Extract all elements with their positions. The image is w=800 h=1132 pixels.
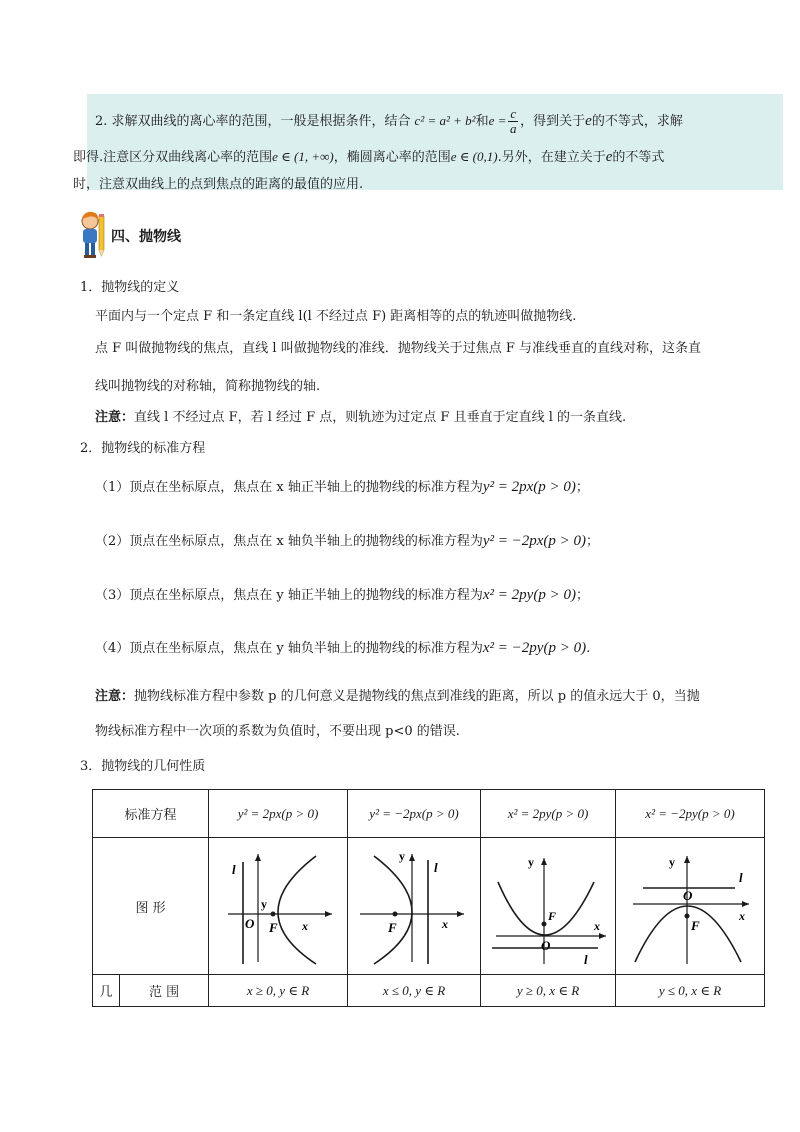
formula: e = [488, 113, 507, 128]
fraction-numerator: c [510, 106, 517, 121]
graph-label-x: x [594, 919, 601, 933]
graph-label-origin: O [245, 916, 255, 931]
note-line-3: 时，注意双曲线上的点到焦点的距离的最值的应用. [73, 177, 364, 192]
note-text: 抛物线标准方程中参数 p 的几何意义是抛物线的焦点到准线的距离，所以 p 的值永远大于 0，当抛 [134, 689, 700, 704]
definition-paragraph-1: 平面内与一个定点 F 和一条定直线 l(l 不经过点 F) 距离相等的点的轨迹叫做抛物线. [95, 309, 577, 324]
table-cell-range: y ≥ 0, x ∈ R [481, 975, 616, 1007]
graph-label-x: x [302, 919, 309, 933]
definition-paragraph-3: 线叫抛物线的对称轴，简称抛物线的轴. [95, 379, 321, 394]
formula: e ∈ (1, +∞) [272, 149, 334, 164]
standard-equation-note [95, 685, 700, 704]
item-end: ； [575, 588, 589, 603]
note-text: .另外，在建立关于 [497, 150, 606, 165]
table-cell-equation: x² = −2py(p > 0) [616, 790, 765, 838]
graph-label-focus: F [269, 920, 278, 935]
parabola-graph-left [348, 838, 481, 975]
item-text: （1）顶点在坐标原点，焦点在 x 轴正半轴上的抛物线的标准方程为 [95, 480, 483, 495]
properties-table [92, 789, 765, 1007]
graph-label-l: l [434, 860, 438, 875]
note-label: 注意： [95, 689, 135, 704]
formula: c² = a² + b² [414, 113, 476, 128]
note-text: 的不等式，求解 [591, 114, 683, 129]
graph-label-l: l [739, 870, 743, 885]
pencil-boy-icon [76, 210, 108, 260]
row-label: 标准方程 [93, 790, 209, 838]
parabola-graph-down [616, 838, 765, 975]
table-cell-equation: y² = 2px(p > 0) [209, 790, 348, 838]
note-line-1 [95, 107, 683, 136]
table-row [93, 975, 765, 1007]
standard-equation-item [95, 584, 589, 604]
standard-equation-item [95, 476, 589, 496]
row-group-label: 几 [93, 975, 120, 1007]
standard-equation-item [95, 530, 599, 550]
note-text: 的不等式 [612, 150, 665, 165]
note-text: 2. 求解双曲线的离心率的范围，一般是根据条件，结合 [95, 114, 411, 129]
note-text: ，得到关于 [520, 114, 586, 129]
definition-paragraph-2: 点 F 叫做抛物线的焦点，直线 l 叫做抛物线的准线．抛物线关于过焦点 F 与准线垂直的直线对称，这条直 [95, 341, 701, 356]
graph-label-y: y [528, 855, 535, 869]
item-text: （2）顶点在坐标原点，焦点在 x 轴负半轴上的抛物线的标准方程为 [95, 534, 483, 549]
section-title: 四、抛物线 [111, 229, 181, 245]
graph-label-x: x [442, 917, 449, 931]
formula: e [585, 113, 592, 129]
graph-label-focus: F [388, 920, 397, 935]
row-label: 范 围 [120, 975, 209, 1007]
parabola-graph-right [209, 838, 348, 975]
note-line-2 [73, 146, 664, 166]
note-text: 直线 l 不经过点 F，若 l 经过 F 点，则轨迹为过定点 F 且垂直于定直线 l 的一条直线. [134, 410, 627, 425]
graph-label-l: l [232, 862, 236, 877]
note-text: ，椭圆离心率的范围 [333, 150, 451, 165]
note-text: 即得.注意区分双曲线离心率的范围 [73, 150, 273, 165]
note-text: 和 [475, 114, 489, 129]
item-end: ； [575, 480, 589, 495]
formula: x² = −2py(p > 0) [482, 640, 587, 656]
table-row [93, 838, 765, 975]
item-text: （3）顶点在坐标原点，焦点在 y 轴正半轴上的抛物线的标准方程为 [95, 588, 483, 603]
heading-standard-equation: 2．抛物线的标准方程 [80, 441, 206, 456]
table-cell-range: x ≤ 0, y ∈ R [348, 975, 481, 1007]
table-cell-range: x ≥ 0, y ∈ R [209, 975, 348, 1007]
graph-label-origin: O [683, 888, 693, 903]
standard-equation-item [95, 637, 590, 657]
formula: y² = 2px(p > 0) [482, 479, 576, 495]
graph-label-origin: O [541, 938, 551, 953]
heading-geometric-properties: 3．抛物线的几何性质 [80, 759, 206, 774]
heading-definition: 1．抛物线的定义 [80, 280, 180, 295]
row-label: 图 形 [93, 838, 209, 975]
graph-label-x: x [739, 909, 746, 923]
table-cell-range: y ≤ 0, x ∈ R [616, 975, 765, 1007]
standard-equation-note-cont: 物线标准方程中一次项的系数为负值时，不要出现 p<0 的错误. [95, 724, 460, 739]
graph-label-y: y [261, 897, 268, 911]
definition-note [95, 406, 626, 425]
graph-label-focus: F [548, 909, 557, 923]
formula: x² = 2py(p > 0) [482, 587, 576, 603]
note-label: 注意： [95, 410, 135, 425]
graph-label-y: y [669, 855, 676, 869]
fraction [508, 107, 518, 136]
item-end: ； [586, 534, 600, 549]
table-cell-equation: y² = −2px(p > 0) [348, 790, 481, 838]
parabola-graph-up [481, 838, 616, 975]
formula: y² = −2px(p > 0) [482, 533, 587, 549]
graph-label-focus: F [691, 918, 700, 933]
formula: e ∈ (0,1) [450, 149, 498, 164]
table-cell-equation: x² = 2py(p > 0) [481, 790, 616, 838]
item-end: . [586, 641, 591, 656]
fraction-denominator: a [510, 121, 517, 136]
graph-label-l: l [584, 952, 588, 966]
formula: e [605, 149, 613, 165]
item-text: （4）顶点在坐标原点，焦点在 y 轴负半轴上的抛物线的标准方程为 [95, 641, 483, 656]
table-row [93, 790, 765, 838]
graph-label-y: y [399, 849, 406, 863]
